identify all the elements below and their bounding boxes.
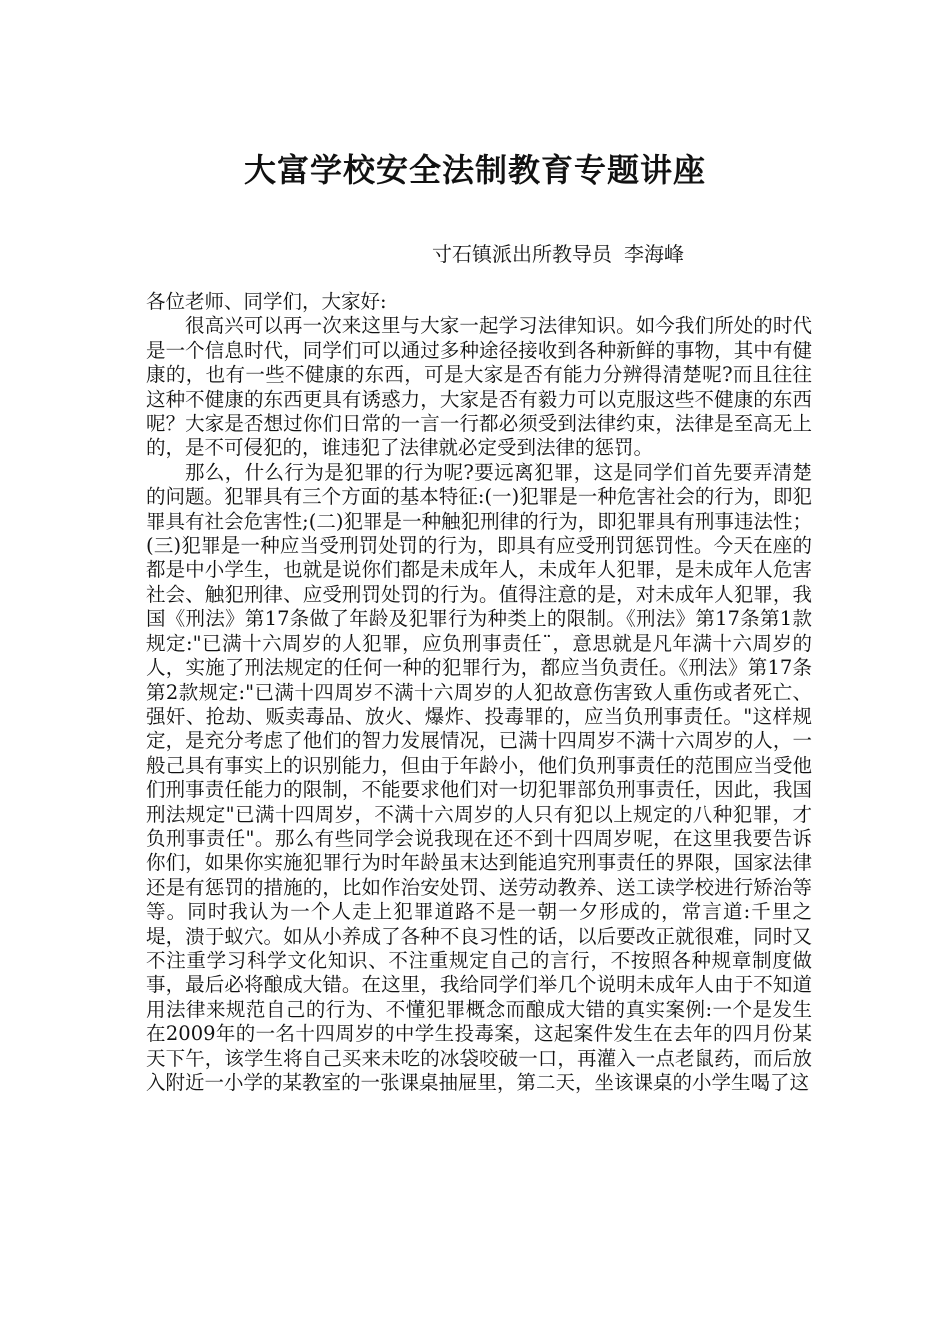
paragraph-1: 很高兴可以再一次来这里与大家一起学习法律知识。如今我们所处的时代是一个信息时代，同学们可以通过多种途径接收到各种新鲜的事物，其中有健康的，也有一些不健康的东西，可是大家是否有能力分辨得清楚呢?而且往往这种不健康的东西更具有诱惑力，大家是否有毅力可以克服这些不健康的东西呢？大家是否想过你们日常的一言一行都必须受到法律约束，法律是至高无上的，是不可侵犯的，谁违犯了法律就必定受到法律的惩罚。 bbox=[146, 314, 812, 460]
author-name: 李海峰 bbox=[624, 242, 684, 266]
document-title: 大富学校安全法制教育专题讲座 bbox=[243, 151, 706, 189]
author-line bbox=[432, 240, 684, 268]
author-role: 寸石镇派出所教导员 bbox=[432, 242, 612, 266]
greeting: 各位老师、同学们，大家好: bbox=[146, 290, 387, 313]
document-body bbox=[146, 290, 812, 1095]
paragraph-2: 那么，什么行为是犯罪的行为呢?要远离犯罪，这是同学们首先要弄清楚的问题。犯罪具有三个方面的基本特征:(一)犯罪是一种危害社会的行为，即犯罪具有社会危害性;(二)犯罪是一种触犯刑律的行为，即犯罪具有刑事违法性；(三)犯罪是一种应当受刑罚处罚的行为，即具有应受刑罚惩罚性。今天在座的都是中小学生，也就是说你们都是未成年人，未成年人犯罪，是未成年人危害社会、触犯刑律、应受刑罚处罚的行为。值得注意的是，对未成年人犯罪，我国《刑法》第17条做了年龄及犯罪行为种类上的限制。《刑法》第17条第1款规定:"已满十六周岁的人犯罪，应负刑事责任¨，意思就是凡年满十六周岁的人，实施了刑法规定的任何一种的犯罪行为，都应当负责任。《刑法》第17条第2款规定:"已满十四周岁不满十六周岁的人犯故意伤害致人重伤或者死亡、强奸、抢劫、贩卖毒品、放火、爆炸、投毒罪的，应当负刑事责任。"这样规定，是充分考虑了他们的智力发展情况，已满十四周岁不满十六周岁的人，一般己具有事实上的识别能力，但由于年龄小，他们负刑事责任的范围应当受他们刑事责任能力的限制，不能要求他们对一切犯罪部负刑事责任，因此，我国刑法规定"已满十四周岁，不满十六周岁的人只有犯以上规定的八种犯罪，才负刑事责任"。那么有些同学会说我现在还不到十四周岁呢，在这里我要告诉你们，如果你实施犯罪行为时年龄虽末达到能追究刑事责任的界限，国家法律还是有惩罚的措施的，比如作治安处罚、送劳动教养、送工读学校进行矫治等等。同时我认为一个人走上犯罪道路不是一朝一夕形成的，常言道:千里之堤，溃于蚁穴。如从小养成了各种不良习性的话，以后要改正就很难，同时又不注重学习科学文化知识、不注重规定自己的言行，不按照各种规章制度做事，最后必将酿成大错。在这里，我给同学们举几个说明未成年人由于不知道用法律来规范自己的行为、不懂犯罪概念而酿成大错的真实案例:一个是发生在2009年的一名十四周岁的中学生投毒案，这起案件发生在去年的四月份某天下午，该学生将自己买来未吃的冰袋咬破一口，再灌入一点老鼠药，而后放入附近一小学的某教室的一张课桌抽屉里，第二天，坐该课桌的小学生喝了这 bbox=[146, 460, 812, 1094]
